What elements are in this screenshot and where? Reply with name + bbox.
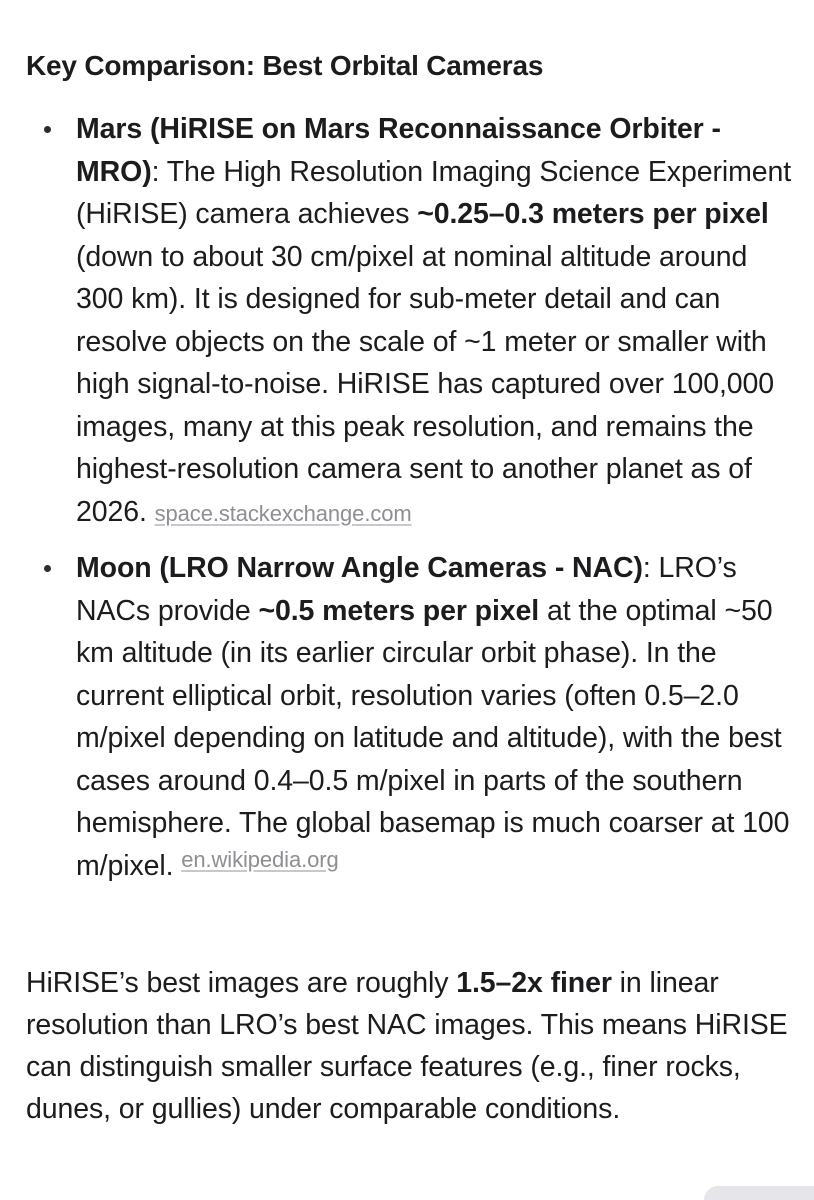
list-item-moon bbox=[26, 547, 796, 887]
source-link[interactable]: space.stackexchange.com bbox=[154, 500, 412, 526]
summary-text: in linear resolution than LRO’s best NAC images. This means HiRISE can distinguish smaller surface features (e.g., finer rocks, dunes, or gullies) under comparable conditions. bbox=[26, 967, 788, 1125]
section-heading: Key Comparison: Best Orbital Cameras bbox=[26, 50, 544, 81]
list-item-mars bbox=[26, 108, 796, 535]
bullet-icon bbox=[44, 126, 51, 133]
comparison-list bbox=[26, 108, 796, 887]
item-highlight: ~0.5 meters per pixel bbox=[258, 594, 540, 627]
item-title: Mars (HiRISE on Mars Reconnaissance Orbiter - MRO) bbox=[76, 113, 721, 188]
summary-text: HiRISE’s best images are roughly bbox=[26, 967, 457, 999]
item-text: (down to about 30 cm/pixel at nominal altitude around 300 km). It is designed for sub-meter detail and can resolve objects on the scale of ~1 meter or smaller with high signal-to-noise. HiRISE has captured over 100,000 images, many at this peak resolution, and remains the highest-resolution camera sent to another planet as of 2026. bbox=[76, 240, 775, 528]
item-title: Moon (LRO Narrow Angle Cameras - NAC) bbox=[76, 552, 643, 584]
summary-highlight: 1.5–2x finer bbox=[456, 967, 612, 999]
item-text: at the optimal ~50 km altitude (in its earlier circular orbit phase). In the current elliptical orbit, resolution varies (often 0.5–2.0 m/pixel depending on latitude and altitude), with the best cases around 0.4–0.5 m/pixel in parts of the southern hemisphere. The global basemap is much coarser at 100 m/pixel. bbox=[76, 594, 790, 882]
bullet-icon bbox=[44, 565, 51, 572]
item-text: : The High Resolution Imaging Science Experiment (HiRISE) camera achieves bbox=[76, 155, 792, 230]
item-highlight: ~0.25–0.3 meters per pixel bbox=[417, 198, 769, 230]
item-text: : LRO’s NACs provide bbox=[76, 552, 737, 627]
scroll-edge-decoration bbox=[704, 1186, 814, 1200]
source-link[interactable]: en.wikipedia.org bbox=[181, 846, 339, 872]
summary-paragraph bbox=[26, 962, 796, 1130]
